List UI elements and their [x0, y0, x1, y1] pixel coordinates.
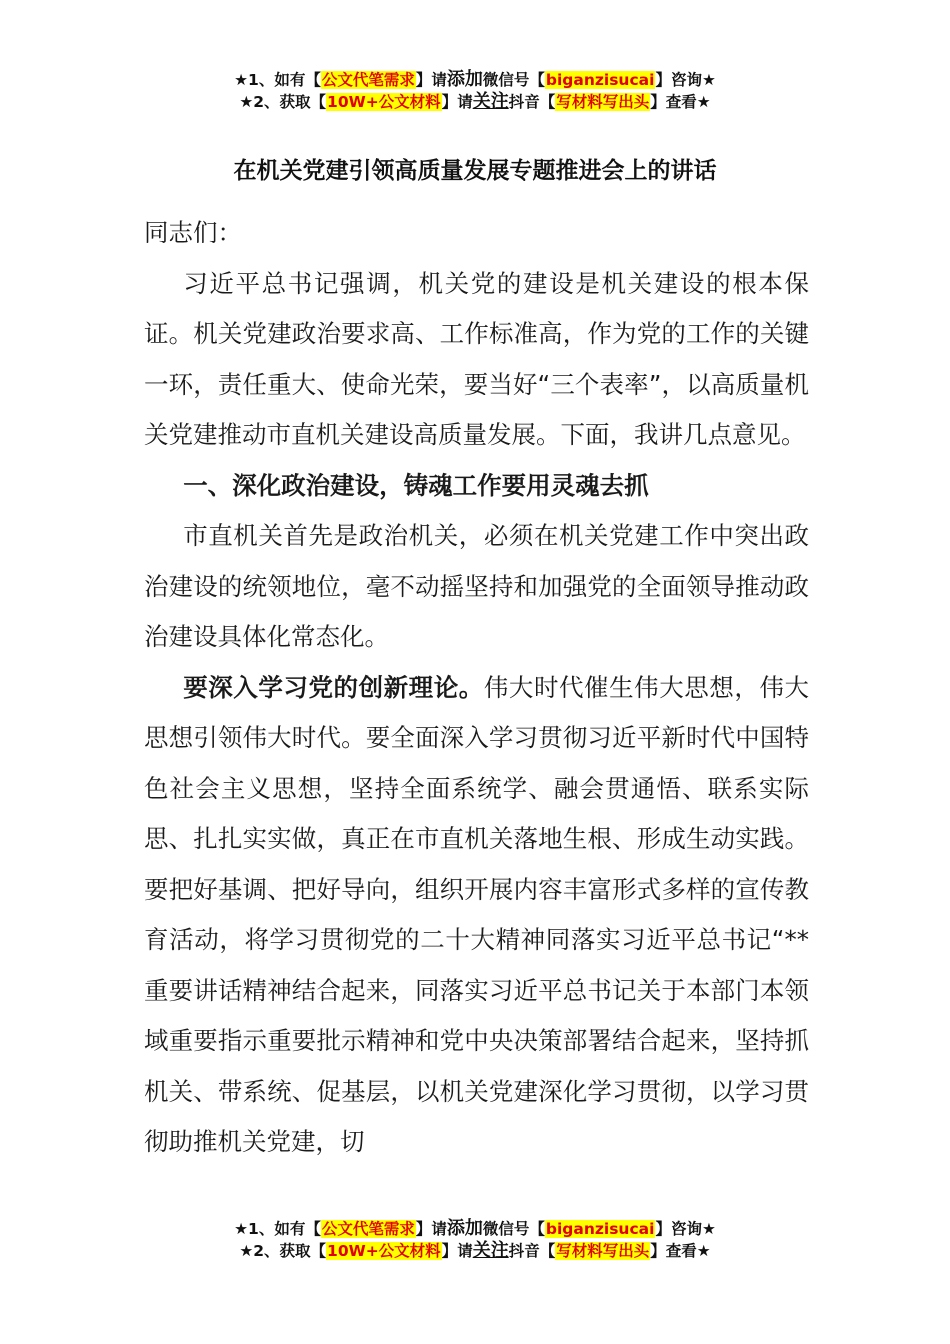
paragraph-2: 市直机关首先是政治机关，必须在机关党建工作中突出政治建设的统领地位，毫不动摇坚持和加强党的全面领导推动政治建设具体化常态化。 — [144, 521, 809, 651]
paragraph-body: 伟大时代催生伟大思想，伟大思想引领伟大时代。要全面深入学习贯彻习近平新时代中国特色社会主义思想，坚持全面系统学、融会贯通悟、联系实际思、扎扎实实做，真正在市直机关落地生根、形成生动实践。要把好基调、把好导向，组织开展内容丰富形式多样的宣传教育活动，将学习贯彻党的二十大精神同落实习近平总书记“**重要讲话精神结合起来，同落实习近平总书记关于本部门本领域重要指示重要批示精神和党中央决策部署结合起来，坚持抓机关、带系统、促基层，以机关党建深化学习贯彻，以学习贯彻助推机关党建，切 — [144, 672, 809, 1156]
banner-highlight: 公文代笔需求 — [321, 1220, 415, 1238]
banner-highlight: 写材料写出头 — [556, 93, 650, 111]
banner-text: 微信号【 — [482, 71, 545, 89]
banner-highlight: 公文代笔需求 — [321, 71, 415, 89]
banner-text: 】查看★ — [650, 93, 711, 111]
banner-text: 】请 — [441, 93, 473, 111]
banner-line-2 — [0, 91, 950, 113]
banner-highlight: 写材料写出头 — [556, 1242, 650, 1260]
paragraph-lead: 要深入学习党的创新理论。 — [183, 672, 484, 702]
paragraph-3 — [144, 663, 809, 1168]
banner-line-2 — [0, 1240, 950, 1262]
banner-highlight: 10W+公文材料 — [327, 93, 441, 111]
document-title: 在机关党建引领高质量发展专题推进会上的讲话 — [233, 158, 717, 184]
banner-text: 】请 — [441, 1242, 473, 1260]
banner-text: ★2、获取【 — [239, 93, 327, 111]
banner-highlight: biganzisucai — [545, 1220, 655, 1238]
banner-highlight: 10W+公文材料 — [327, 1242, 441, 1260]
section-heading-1: 一、深化政治建设，铸魂工作要用灵魂去抓 — [183, 470, 649, 500]
banner-text: ★1、如有【 — [234, 1220, 321, 1238]
banner-text: 微信号【 — [482, 1220, 545, 1238]
salutation: 同志们： — [144, 218, 242, 247]
banner-highlight: biganzisucai — [545, 71, 655, 89]
banner-emphasis: 添加 — [446, 69, 483, 90]
banner-text: 】咨询★ — [655, 71, 716, 89]
paragraph-1: 习近平总书记强调，机关党的建设是机关建设的根本保证。机关党建政治要求高、工作标准高，作为党的工作的关键一环，责任重大、使命光荣，要当好“三个表率”，以高质量机关党建推动市直机关建设高质量发展。下面，我讲几点意见。 — [144, 268, 809, 449]
banner-text: 】查看★ — [650, 1242, 711, 1260]
banner-text: 抖音【 — [508, 1242, 556, 1260]
footer-banner — [0, 1218, 950, 1262]
banner-text: 】请 — [415, 71, 447, 89]
banner-emphasis: 添加 — [446, 1218, 483, 1239]
banner-emphasis: 关注 — [472, 1240, 509, 1261]
banner-text: ★1、如有【 — [234, 71, 321, 89]
banner-text: ★2、获取【 — [239, 1242, 327, 1260]
banner-line-1 — [0, 69, 950, 91]
banner-text: 】咨询★ — [655, 1220, 716, 1238]
banner-text: 】请 — [415, 1220, 447, 1238]
document-body — [144, 208, 809, 1168]
banner-emphasis: 关注 — [472, 91, 509, 112]
banner-text: 抖音【 — [508, 93, 556, 111]
header-banner — [0, 69, 950, 113]
banner-line-1 — [0, 1218, 950, 1240]
